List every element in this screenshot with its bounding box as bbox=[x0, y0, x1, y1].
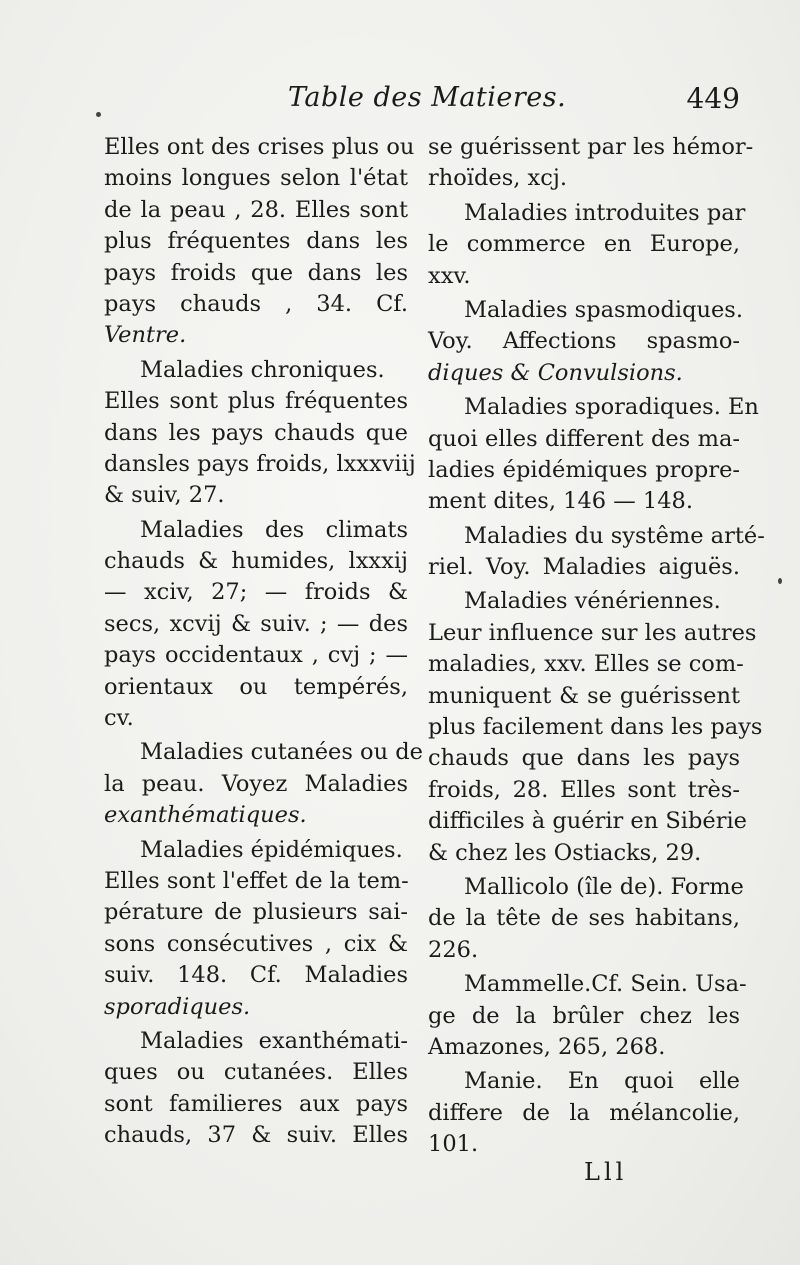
text-line: secs, xcvij & suiv. ; — des bbox=[104, 610, 408, 637]
entry-heading: Mammelle.Cf. Sein. Usa- bbox=[464, 971, 747, 998]
entry-heading: Maladies vénériennes. bbox=[464, 588, 721, 615]
text-line: ladies épidémiques propre- bbox=[428, 456, 740, 483]
entry-heading: Maladies cutanées ou de bbox=[140, 739, 423, 766]
text-line: diques & Convulsions. bbox=[428, 359, 683, 386]
text-line: chauds, 37 & suiv. Elles bbox=[104, 1122, 408, 1149]
text-line: pays froids que dans les bbox=[104, 259, 408, 286]
entry-heading: Maladies chroniques. bbox=[140, 356, 385, 383]
text-line: xxv. bbox=[428, 262, 471, 289]
ink-speck bbox=[778, 578, 782, 584]
text-line: plus facilement dans les pays bbox=[428, 714, 763, 741]
text-line: Ventre. bbox=[104, 322, 187, 349]
right-column bbox=[428, 132, 765, 1161]
text-line: sporadiques. bbox=[104, 993, 251, 1020]
text-line: — xciv, 27; — froids & bbox=[104, 579, 408, 606]
text-line: chauds que dans les pays bbox=[428, 745, 740, 772]
text-line: dans les pays chauds que bbox=[104, 419, 408, 446]
text-line: plus fréquentes dans les bbox=[104, 228, 408, 255]
text-line: chauds & humides, lxxxij bbox=[104, 548, 408, 575]
entry-heading: Maladies des climats bbox=[140, 516, 408, 543]
text-line: Voy. Affections spasmo- bbox=[428, 328, 740, 355]
left-column bbox=[104, 132, 423, 1152]
text-line: de la peau , 28. Elles sont bbox=[104, 196, 408, 223]
text-line: exanthématiques. bbox=[104, 802, 307, 829]
running-title: Table des Matieres. bbox=[288, 82, 567, 113]
text-line: 101. bbox=[428, 1131, 479, 1158]
entry-heading: Maladies spasmodiques. bbox=[464, 296, 743, 323]
text-line: dansles pays froids, lxxxviij bbox=[104, 450, 416, 477]
text-line: difficiles à guérir en Sibérie bbox=[428, 808, 747, 835]
signature-mark: Lll bbox=[584, 1158, 628, 1186]
entry-heading: Maladies sporadiques. En bbox=[464, 394, 759, 421]
text-line: pérature de plusieurs sai- bbox=[104, 899, 408, 926]
ink-speck bbox=[96, 112, 101, 117]
text-line: differe de la mélancolie, bbox=[428, 1099, 740, 1126]
entry-heading: Maladies du systême arté- bbox=[464, 522, 765, 549]
text-line: sont familieres aux pays bbox=[104, 1090, 408, 1117]
text-line: sons consécutives , cix & bbox=[104, 930, 408, 957]
text-line: Elles sont plus fréquentes bbox=[104, 388, 408, 415]
entry-heading: Manie. En quoi elle bbox=[464, 1068, 740, 1095]
running-header bbox=[280, 78, 750, 124]
text-line: de la tête de ses habitans, bbox=[428, 905, 740, 932]
text-line: ment dites, 146 — 148. bbox=[428, 488, 693, 515]
text-line: le commerce en Europe, bbox=[428, 231, 740, 258]
text-line: Leur influence sur les autres bbox=[428, 619, 757, 646]
entry-heading: Maladies introduites par bbox=[464, 199, 746, 226]
text-line: Amazones, 265, 268. bbox=[428, 1033, 666, 1060]
text-line: ge de la brûler chez les bbox=[428, 1002, 740, 1029]
text-line: ques ou cutanées. Elles bbox=[104, 1059, 408, 1086]
text-line: quoi elles different des ma- bbox=[428, 425, 740, 452]
text-line: pays chauds , 34. Cf. bbox=[104, 290, 408, 317]
text-line: suiv. 148. Cf. Maladies bbox=[104, 962, 408, 989]
text-line: 226. bbox=[428, 936, 479, 963]
text-line: Elles sont l'effet de la tem- bbox=[104, 867, 409, 894]
text-line: cv. bbox=[104, 705, 134, 732]
text-line: & suiv, 27. bbox=[104, 482, 225, 509]
text-line: moins longues selon l'état bbox=[104, 165, 408, 192]
text-line: Elles ont des crises plus ou bbox=[104, 134, 415, 160]
entry-heading: Maladies exanthémati- bbox=[140, 1027, 408, 1054]
page-number: 449 bbox=[686, 82, 740, 115]
text-line: riel. Voy. Maladies aiguës. bbox=[428, 554, 740, 581]
text-line: se guérissent par les hémor- bbox=[428, 134, 754, 160]
text-line: pays occidentaux , cvj ; — bbox=[104, 642, 408, 669]
text-line: froids, 28. Elles sont très- bbox=[428, 776, 740, 803]
text-line: la peau. Voyez Maladies bbox=[104, 770, 408, 797]
text-line: rhoïdes, xcj. bbox=[428, 165, 567, 192]
text-line: maladies, xxv. Elles se com- bbox=[428, 651, 744, 678]
text-line: orientaux ou tempérés, bbox=[104, 673, 408, 700]
text-line: & chez les Ostiacks, 29. bbox=[428, 839, 702, 866]
entry-heading: Maladies épidémiques. bbox=[140, 836, 403, 863]
entry-heading: Mallicolo (île de). Forme bbox=[464, 873, 744, 900]
text-line: muniquent & se guérissent bbox=[428, 682, 740, 709]
